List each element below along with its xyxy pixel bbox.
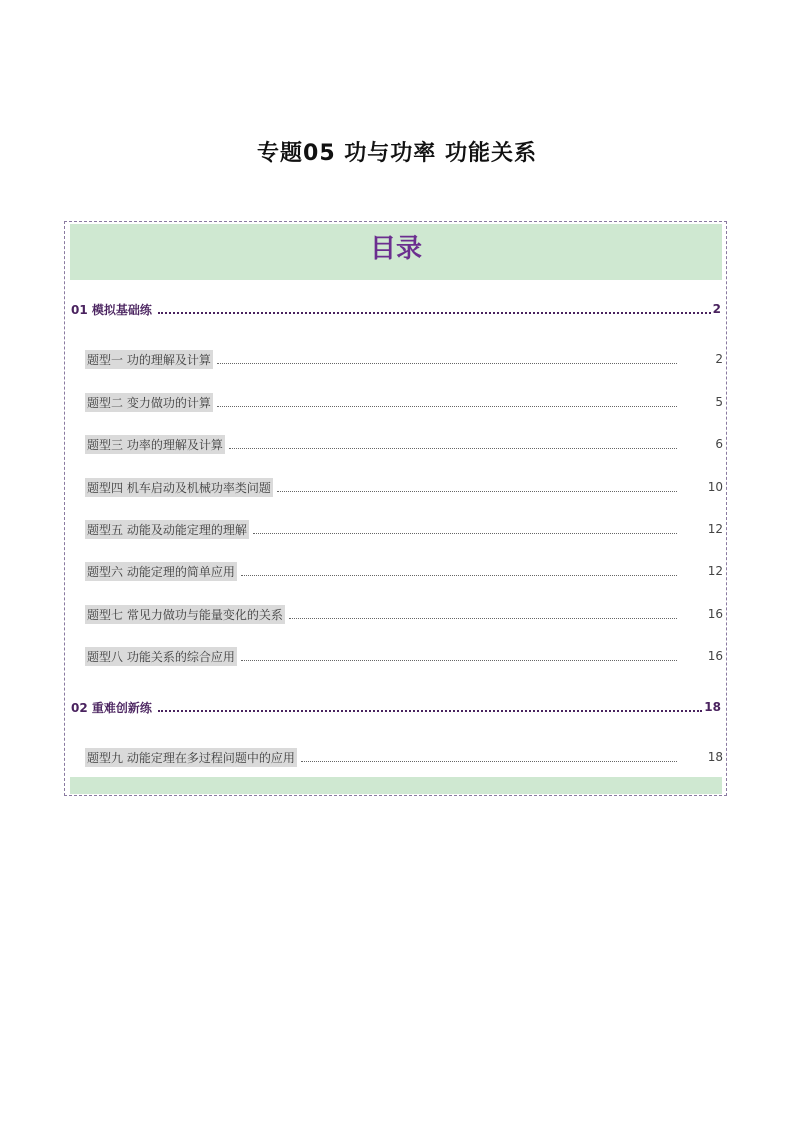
- dot-leader: [289, 618, 677, 619]
- toc-header: [70, 224, 722, 280]
- toc-item-label: 题型八 功能关系的综合应用: [85, 647, 237, 666]
- toc-item[interactable]: [85, 604, 723, 624]
- toc-item[interactable]: [85, 392, 723, 412]
- toc-item-label: 题型二 变力做功的计算: [85, 393, 213, 412]
- dot-leader: [217, 363, 677, 364]
- dot-leader: [158, 710, 702, 712]
- dot-leader: [217, 406, 677, 407]
- toc-item-page: 16: [707, 607, 723, 621]
- toc-section-label: 01 模拟基础练: [71, 302, 152, 317]
- toc-section-page: 18: [704, 700, 721, 714]
- toc-item-label: 题型一 功的理解及计算: [85, 350, 213, 369]
- toc-item[interactable]: [85, 349, 723, 369]
- toc-section-01[interactable]: [71, 299, 721, 319]
- toc-item-label: 题型五 动能及动能定理的理解: [85, 520, 249, 539]
- document-title: 专题05 功与功率 功能关系: [257, 141, 537, 166]
- toc-item-page: 12: [707, 522, 723, 536]
- toc-item[interactable]: [85, 561, 723, 581]
- toc-item-label: 题型四 机车启动及机械功率类问题: [85, 478, 273, 497]
- toc-item[interactable]: [85, 646, 723, 666]
- dot-leader: [158, 312, 711, 314]
- dot-leader: [277, 491, 677, 492]
- table-of-contents: [64, 221, 727, 796]
- toc-section-label: 02 重难创新练: [71, 700, 152, 715]
- toc-footer-bar: [70, 777, 722, 794]
- toc-item-page: 18: [707, 750, 723, 764]
- toc-item-label: 题型三 功率的理解及计算: [85, 435, 225, 454]
- toc-section-02[interactable]: [71, 697, 721, 717]
- dot-leader: [301, 761, 677, 762]
- toc-item-page: 6: [715, 437, 723, 451]
- dot-leader: [241, 660, 677, 661]
- dot-leader: [241, 575, 677, 576]
- toc-item[interactable]: [85, 747, 723, 767]
- toc-item-page: 2: [715, 352, 723, 366]
- toc-item-page: 10: [707, 480, 723, 494]
- toc-section-page: 2: [712, 302, 721, 316]
- toc-item-label: 题型六 动能定理的简单应用: [85, 562, 237, 581]
- toc-heading: 目录: [369, 234, 422, 264]
- toc-item[interactable]: [85, 477, 723, 497]
- dot-leader: [253, 533, 677, 534]
- dot-leader: [229, 448, 677, 449]
- toc-item-page: 12: [707, 564, 723, 578]
- toc-item[interactable]: [85, 434, 723, 454]
- toc-item-page: 5: [715, 395, 723, 409]
- toc-item-label: 题型九 动能定理在多过程问题中的应用: [85, 748, 297, 767]
- toc-item-label: 题型七 常见力做功与能量变化的关系: [85, 605, 285, 624]
- toc-item-page: 16: [707, 649, 723, 663]
- toc-item[interactable]: [85, 519, 723, 539]
